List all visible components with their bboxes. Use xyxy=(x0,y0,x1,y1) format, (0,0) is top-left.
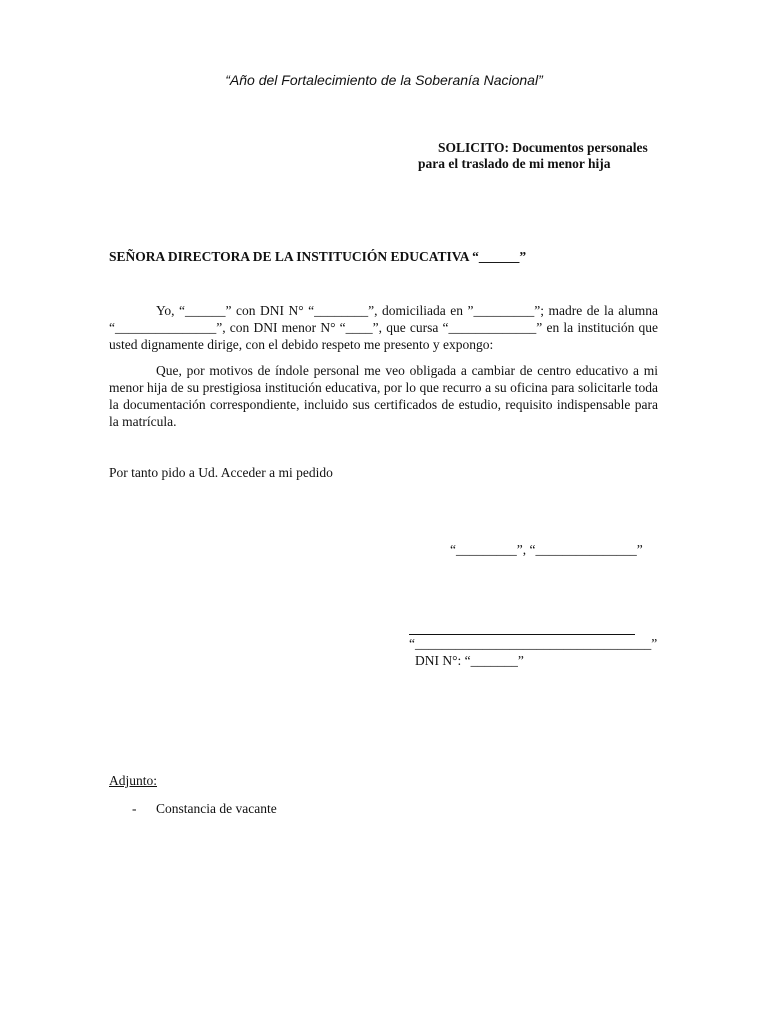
subject-line-1-text: Documentos personales xyxy=(512,140,648,155)
subject-label: SOLICITO: xyxy=(438,140,510,155)
closing-text: Por tanto pido a Ud. Acceder a mi pedido xyxy=(109,465,333,480)
attachment-item xyxy=(132,801,277,817)
signature-line xyxy=(409,634,635,635)
signer-dni: DNI N°: “_______” xyxy=(415,653,524,668)
subject-block xyxy=(418,140,648,172)
signer-name: “___________________________________” xyxy=(409,636,658,651)
subject-line-1 xyxy=(418,140,648,156)
attachment-bullet: - xyxy=(132,801,137,816)
subject-line-2: para el traslado de mi menor hija xyxy=(418,156,611,171)
addressee: SEÑORA DIRECTORA DE LA INSTITUCIÓN EDUCATIVA “______” xyxy=(109,249,527,264)
year-motto: “Año del Fortalecimiento de la Soberanía Nacional” xyxy=(225,72,543,88)
place-date: “_________”, “_______________” xyxy=(450,542,643,557)
body-paragraph-2: Que, por motivos de índole personal me veo obligada a cambiar de centro educativo a mi menor hija de su prestigiosa institución educativa, por lo que recurro a su oficina para solicitarle toda la documentación correspondiente, incluido sus certificados de estudio, requisito indispensable para la matrícula. xyxy=(109,363,658,429)
attachments-label: Adjunto: xyxy=(109,773,158,788)
body-paragraph-1: Yo, “______” con DNI N° “________”, domiciliada en ”_________”; madre de la alumna “_______________”, con DNI menor N° “____”, que cursa “_____________” en la institución que usted dignamente dirige, con el debido respeto me presento y expongo: xyxy=(109,303,658,352)
attachment-text: Constancia de vacante xyxy=(156,801,277,816)
